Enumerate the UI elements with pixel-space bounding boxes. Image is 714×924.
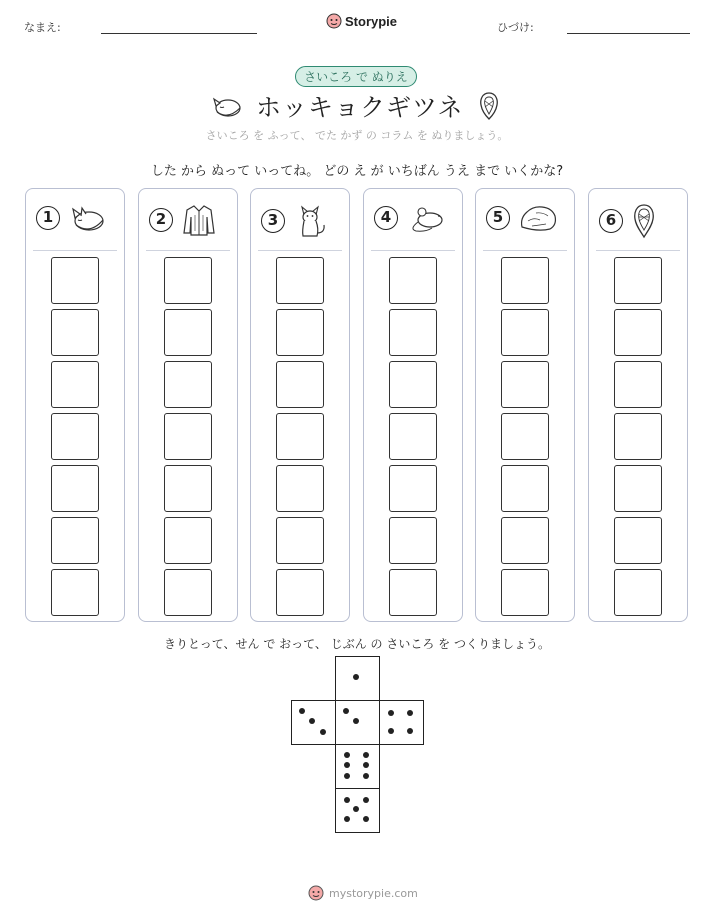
die-pip — [344, 752, 350, 758]
die-face-4 — [379, 700, 424, 745]
die-pip — [363, 816, 369, 822]
color-cell[interactable] — [164, 517, 212, 564]
column-6 — [588, 188, 688, 622]
color-cell[interactable] — [164, 413, 212, 460]
color-cell[interactable] — [51, 569, 99, 616]
color-cell[interactable] — [389, 361, 437, 408]
name-line — [101, 33, 257, 34]
page-title: ホッキョクギツネ — [256, 93, 464, 122]
sleeping-fox-icon — [211, 94, 243, 118]
color-cell[interactable] — [614, 413, 662, 460]
die-pip — [344, 762, 350, 768]
color-cell[interactable] — [276, 361, 324, 408]
color-cell[interactable] — [276, 517, 324, 564]
color-cell[interactable] — [501, 569, 549, 616]
color-cell[interactable] — [501, 413, 549, 460]
color-cell[interactable] — [51, 517, 99, 564]
cut-instruction: きりとって、せん で おって、 じぶん の さいころ を つくりましょう。 — [164, 637, 550, 651]
color-cell[interactable] — [276, 569, 324, 616]
color-cell[interactable] — [51, 361, 99, 408]
die-pip — [343, 708, 349, 714]
column-number: 2 — [149, 208, 173, 232]
color-cell[interactable] — [614, 465, 662, 512]
mode-badge: さいころ で ぬりえ — [295, 66, 417, 87]
subtitle: さいころ を ふって、 でた かず の コラム を ぬりましょう。 — [205, 129, 509, 142]
color-cell[interactable] — [276, 257, 324, 304]
name-label: なまえ: — [24, 21, 61, 34]
die-pip — [363, 752, 369, 758]
snowshoe-icon — [478, 91, 500, 121]
die-pip — [407, 728, 413, 734]
color-cell[interactable] — [276, 309, 324, 356]
column-divider — [146, 250, 230, 251]
die-pip — [320, 729, 326, 735]
brand-name: Storypie — [345, 13, 398, 29]
color-cell[interactable] — [389, 309, 437, 356]
column-3 — [250, 188, 350, 622]
date-line — [567, 33, 690, 34]
color-cell[interactable] — [164, 361, 212, 408]
column-divider — [596, 250, 680, 251]
color-cell[interactable] — [389, 413, 437, 460]
column-number: 4 — [374, 206, 398, 230]
die-face-1 — [335, 656, 380, 701]
color-cell[interactable] — [614, 309, 662, 356]
color-cell[interactable] — [614, 257, 662, 304]
color-cell[interactable] — [51, 257, 99, 304]
color-cell[interactable] — [389, 517, 437, 564]
color-cell[interactable] — [51, 465, 99, 512]
storypie-logo-icon — [326, 13, 342, 29]
color-cell[interactable] — [501, 361, 549, 408]
column-number: 5 — [486, 206, 510, 230]
color-cell[interactable] — [501, 309, 549, 356]
date-label: ひづけ: — [497, 21, 534, 34]
column-number: 1 — [36, 206, 60, 230]
die-pip — [309, 718, 315, 724]
sleeping-fox-icon — [68, 203, 108, 233]
die-pip — [353, 806, 359, 812]
die-pip — [363, 797, 369, 803]
footer-url[interactable]: mystorypie.com — [329, 886, 418, 900]
color-cell[interactable] — [276, 413, 324, 460]
die-face-5 — [335, 788, 380, 833]
column-number: 6 — [599, 209, 623, 233]
column-divider — [33, 250, 117, 251]
die-face-3 — [291, 700, 336, 745]
column-divider — [371, 250, 455, 251]
column-number: 3 — [261, 209, 285, 233]
color-cell[interactable] — [389, 569, 437, 616]
color-cell[interactable] — [164, 569, 212, 616]
column-divider — [258, 250, 342, 251]
color-cell[interactable] — [501, 517, 549, 564]
die-pip — [388, 728, 394, 734]
footer — [308, 885, 418, 901]
die-pip — [344, 797, 350, 803]
color-cell[interactable] — [164, 257, 212, 304]
snowshoe-icon — [631, 203, 657, 239]
die-face-6 — [335, 744, 380, 789]
die-pip — [344, 816, 350, 822]
color-cell[interactable] — [389, 465, 437, 512]
die-pip — [344, 773, 350, 779]
color-cell[interactable] — [389, 257, 437, 304]
arctic-fox-icon — [293, 203, 327, 239]
color-cell[interactable] — [51, 309, 99, 356]
color-cell[interactable] — [614, 361, 662, 408]
column-5 — [475, 188, 575, 622]
fur-coat-icon — [181, 203, 217, 237]
color-cell[interactable] — [614, 517, 662, 564]
die-pip — [363, 762, 369, 768]
column-1 — [25, 188, 125, 622]
die-pip — [353, 718, 359, 724]
mouse-icon — [406, 203, 448, 233]
die-pip — [388, 710, 394, 716]
brand-logo — [326, 13, 397, 29]
storypie-logo-icon — [308, 885, 324, 901]
column-4 — [363, 188, 463, 622]
color-cell[interactable] — [501, 465, 549, 512]
color-cell[interactable] — [164, 465, 212, 512]
die-pip — [353, 674, 359, 680]
die-pip — [407, 710, 413, 716]
color-cell[interactable] — [276, 465, 324, 512]
rock-icon — [518, 203, 558, 233]
column-divider — [483, 250, 567, 251]
column-2 — [138, 188, 238, 622]
die-pip — [363, 773, 369, 779]
color-cell[interactable] — [501, 257, 549, 304]
die-face-2 — [335, 700, 380, 745]
color-cell[interactable] — [614, 569, 662, 616]
color-cell[interactable] — [51, 413, 99, 460]
die-pip — [299, 708, 305, 714]
instruction: した から ぬって いってね。 どの え が いちばん うえ まで いくかな? — [150, 164, 564, 179]
color-cell[interactable] — [164, 309, 212, 356]
